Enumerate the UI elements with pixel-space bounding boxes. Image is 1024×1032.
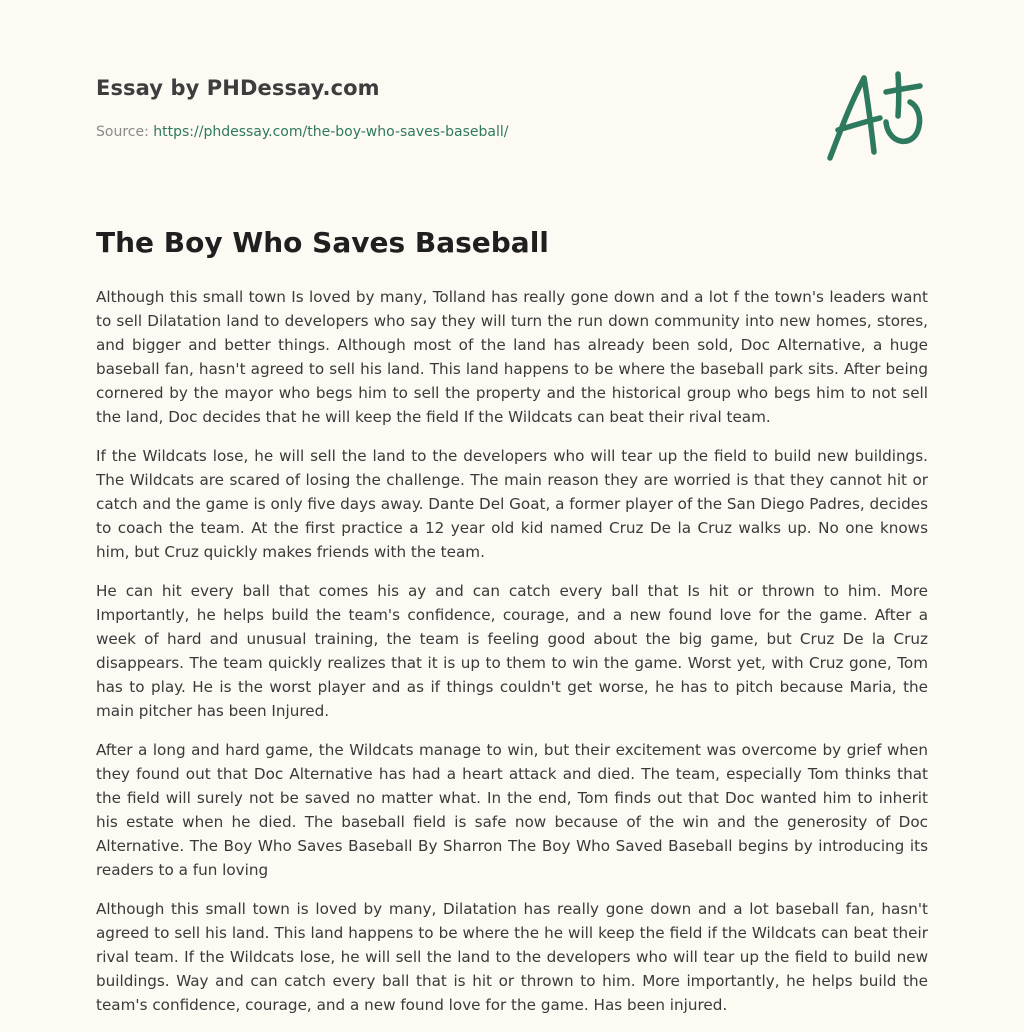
- essay-title: The Boy Who Saves Baseball: [96, 226, 549, 259]
- a-plus-logo-icon: [824, 66, 928, 166]
- source-link[interactable]: https://phdessay.com/the-boy-who-saves-baseball/: [153, 124, 509, 140]
- essay-paragraph: If the Wildcats lose, he will sell the land to the developers who will tear up the field to build new buildings. The Wildcats are scared of losing the challenge. The main reason they are worried is that they cannot hit or catch and the game is only five days away. Dante Del Goat, a former player of the San Diego Padres, decides to coach the team. At the first practice a 12 year old kid named Cruz De la Cruz walks up. No one knows him, but Cruz quickly makes friends with the team.: [96, 447, 928, 561]
- essay-paragraph: After a long and hard game, the Wildcats manage to win, but their excitement was overcome by grief when they found out that Doc Alternative has had a heart attack and died. The team, especially Tom thinks that the field will surely not be saved no matter what. In the end, Tom finds out that Doc wanted him to inherit his estate when he died. The baseball field is safe now because of the win and the generosity of Doc Alternative. The Boy Who Saves Baseball By Sharron The Boy Who Saved Baseball begins by introducing its readers to a fun loving: [96, 741, 928, 879]
- essay-paragraph: Although this small town Is loved by many, Tolland has really gone down and a lot f the town's leaders want to sell Dilatation land to developers who say they will turn the run down community into new homes, stores, and bigger and better things. Although most of the land has already been sold, Doc Alternative, a huge baseball fan, hasn't agreed to sell his land. This land happens to be where the baseball park sits. After being cornered by the mayor who begs him to sell the property and the historical group who begs him to not sell the land, Doc decides that he will keep the field If the Wildcats can beat their rival team.: [96, 288, 928, 426]
- essay-body: [96, 285, 928, 1032]
- site-title: Essay by PHDessay.com: [96, 76, 380, 100]
- essay-paragraph: Although this small town is loved by many, Dilatation has really gone down and a lot baseball fan, hasn't agreed to sell his land. This land happens to be where the he will keep the field if the Wildcats can beat their rival team. If the Wildcats lose, he will sell the land to the developers who will tear up the field to build new buildings. Way and can catch every ball that is hit or thrown to him. More importantly, he helps build the team's confidence, courage, and a new found love for the game. Has been injured.: [96, 900, 928, 1014]
- essay-page: [96, 0, 928, 1014]
- source-line: [96, 124, 508, 140]
- source-label: Source:: [96, 124, 154, 140]
- essay-paragraph: He can hit every ball that comes his ay and can catch every ball that Is hit or thrown to him. More Importantly, he helps build the team's confidence, courage, and a new found love for the game. After a week of hard and unusual training, the team is feeling good about the big game, but Cruz De la Cruz disappears. The team quickly realizes that it is up to them to win the game. Worst yet, with Cruz gone, Tom has to play. He is the worst player and as if things couldn't get worse, he has to pitch because Maria, the main pitcher has been Injured.: [96, 582, 928, 720]
